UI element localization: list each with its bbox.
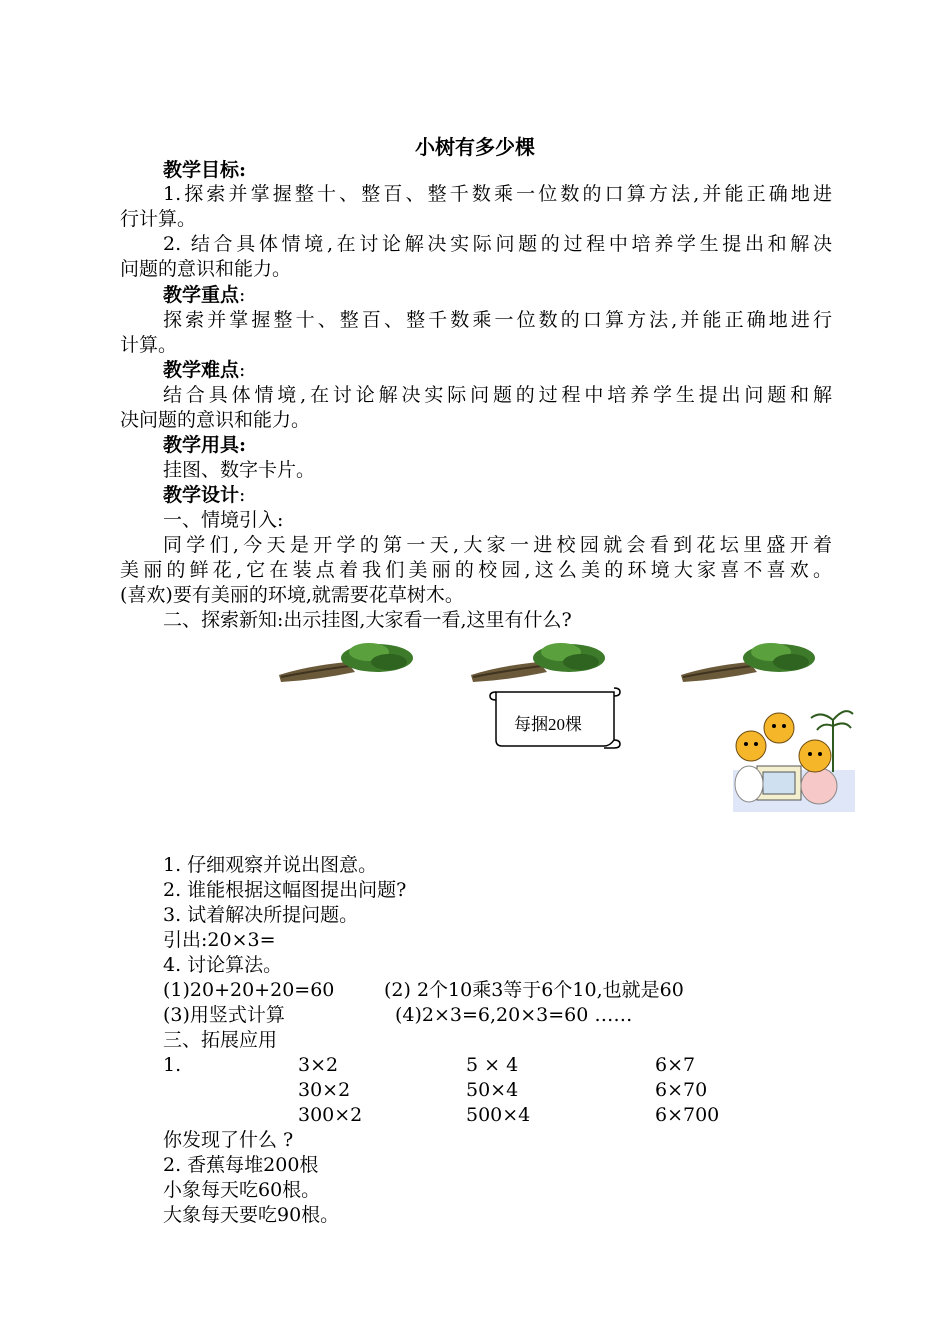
exercise-2: 2. 香蕉每堆200根 <box>163 1154 319 1176</box>
tree-bundle-icon <box>679 638 819 688</box>
grid-cell: 6×700 <box>655 1104 720 1126</box>
difficulty-heading: 教学难点 <box>163 359 240 381</box>
section-1-text-3: (喜欢)要有美丽的环境,就需要花草树木。 <box>120 584 464 606</box>
design-heading: 教学设计 <box>163 484 240 506</box>
key-text-1: 探索并掌握整十、整百、整千数乘一位数的口算方法,并能正确地进行 <box>163 309 832 331</box>
key-text-2: 计算。 <box>120 334 178 356</box>
scroll-label: 每捆20棵 <box>514 715 582 734</box>
step-4: 4. 讨论算法。 <box>163 954 283 976</box>
grid-cell: 6×70 <box>655 1079 708 1101</box>
lead-expression: 引出:20×3= <box>163 929 276 951</box>
tree-bundle-icon <box>469 638 609 688</box>
grid-cell: 50×4 <box>466 1079 519 1101</box>
design-colon: : <box>239 484 246 506</box>
step-1: 1. 仔细观察并说出图意。 <box>163 854 378 876</box>
section-1-text-2: 美丽的鲜花,它在装点着我们美丽的校园,这么美的环境大家喜不喜欢。 <box>120 559 832 581</box>
difficulty-colon: : <box>239 359 246 381</box>
exercise-number-1: 1. <box>163 1054 182 1076</box>
design-heading-line <box>163 483 832 507</box>
small-elephant-text: 小象每天吃60根。 <box>163 1179 321 1201</box>
grid-cell: 5 × 4 <box>466 1054 519 1076</box>
tools-text: 挂图、数字卡片。 <box>163 459 316 481</box>
step-2: 2. 谁能根据这幅图提出问题? <box>163 879 407 901</box>
grid-cell: 6×7 <box>655 1054 696 1076</box>
section-3-heading: 三、拓展应用 <box>163 1029 278 1051</box>
method-2: (2) 2个10乘3等于6个10,也就是60 <box>384 979 684 1001</box>
key-heading-line <box>163 283 832 307</box>
section-1-heading: 一、情境引入: <box>163 509 284 531</box>
tiger-students-illustration <box>733 700 855 812</box>
goals-heading: 教学目标: <box>163 159 247 181</box>
goals-text-1b: 行计算。 <box>120 208 197 230</box>
key-heading: 教学重点 <box>163 284 240 306</box>
tree-bundle-icon <box>277 638 417 688</box>
grid-cell: 3×2 <box>298 1054 339 1076</box>
key-colon: : <box>239 284 246 306</box>
page-title: 小树有多少棵 <box>415 135 535 159</box>
method-1: (1)20+20+20=60 <box>163 979 335 1001</box>
goals-text-1a: 1.探索并掌握整十、整百、整千数乘一位数的口算方法,并能正确地进 <box>163 183 832 205</box>
section-1-text-1: 同学们,今天是开学的第一天,大家一进校园就会看到花坛里盛开着 <box>163 534 832 556</box>
step-3: 3. 试着解决所提问题。 <box>163 904 359 926</box>
section-2-heading: 二、探索新知:出示挂图,大家看一看,这里有什么? <box>163 609 572 631</box>
grid-cell: 500×4 <box>466 1104 531 1126</box>
difficulty-text-1: 结合具体情境,在讨论解决实际问题的过程中培养学生提出问题和解 <box>163 384 832 406</box>
difficulty-heading-line <box>163 358 832 382</box>
goals-text-2b: 问题的意识和能力。 <box>120 258 292 280</box>
grid-cell: 30×2 <box>298 1079 351 1101</box>
discovery-question: 你发现了什么 ? <box>163 1129 294 1151</box>
tools-heading: 教学用具: <box>163 434 247 456</box>
difficulty-text-2: 决问题的意识和能力。 <box>120 409 311 431</box>
method-4: (4)2×3=6,20×3=60 …… <box>395 1004 633 1026</box>
big-elephant-text: 大象每天要吃90根。 <box>163 1204 340 1226</box>
grid-cell: 300×2 <box>298 1104 363 1126</box>
method-3: (3)用竖式计算 <box>163 1004 285 1026</box>
goals-text-2a: 2. 结合具体情境,在讨论解决实际问题的过程中培养学生提出和解决 <box>163 233 832 255</box>
